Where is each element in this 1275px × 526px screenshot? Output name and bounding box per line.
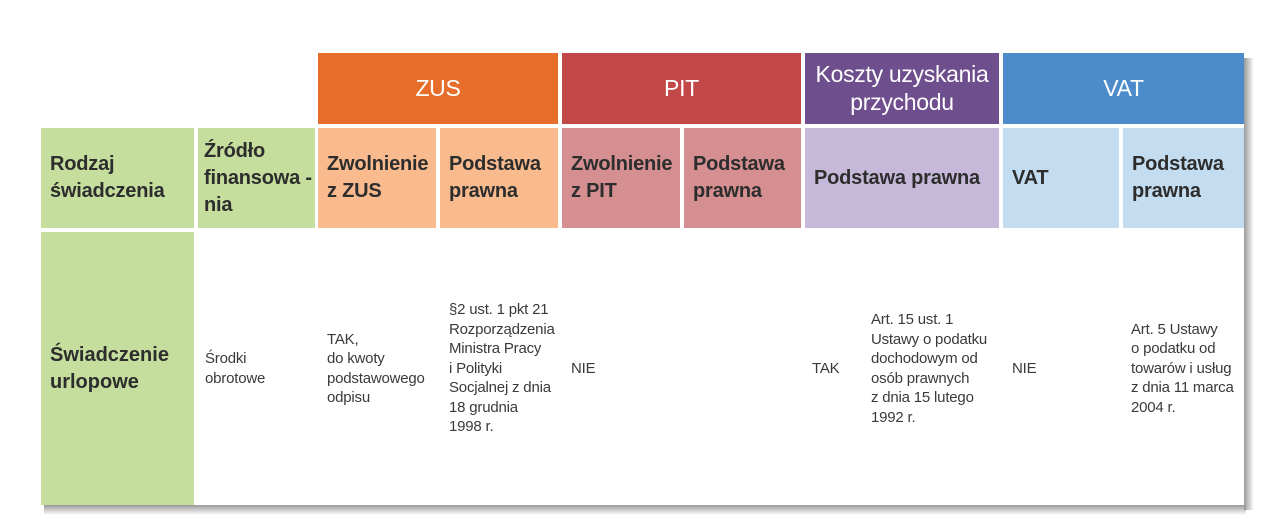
row-label-swiadczenie-urlopowe: Świadczenie urlopowe bbox=[41, 232, 194, 505]
group-header-vat: VAT bbox=[1003, 53, 1244, 124]
cell-koszty-podstawa: Art. 15 ust. 1 Ustawy o podatku dochodowym od osób prawnych z dnia 15 lutego 1992 r. bbox=[862, 232, 999, 505]
cell-vat-podstawa: Art. 5 Ustawy o podatku od towarów i usług z dnia 11 marca 2004 r. bbox=[1123, 232, 1244, 505]
column-header-rodzaj: Rodzaj świadczenia bbox=[41, 128, 194, 228]
cell-koszty-tak: TAK bbox=[805, 232, 858, 505]
cell-pit-zwolnienie: NIE bbox=[562, 232, 680, 505]
group-header-koszty: Koszty uzyskania przychodu bbox=[805, 53, 999, 124]
table-shadow-bottom bbox=[44, 505, 1246, 515]
table-shadow-right bbox=[1244, 58, 1254, 510]
column-header-zus-podstawa: Podstawa prawna bbox=[440, 128, 558, 228]
cell-pit-podstawa bbox=[684, 232, 801, 505]
column-header-zus-zwolnienie: Zwolnienie z ZUS bbox=[318, 128, 436, 228]
group-header-zus: ZUS bbox=[318, 53, 558, 124]
column-header-zrodlo: Źródło finansowa -nia bbox=[198, 128, 315, 228]
group-header-pit: PIT bbox=[562, 53, 801, 124]
cell-zus-podstawa: §2 ust. 1 pkt 21 Rozporządzenia Ministra Pracy i Polityki Socjalnej z dnia 18 grudnia 1998 r. bbox=[440, 232, 558, 505]
column-header-vat-podstawa: Podstawa prawna bbox=[1123, 128, 1244, 228]
column-header-vat: VAT bbox=[1003, 128, 1119, 228]
column-header-pit-zwolnienie: Zwolnienie z PIT bbox=[562, 128, 680, 228]
column-header-koszty-podstawa: Podstawa prawna bbox=[805, 128, 999, 228]
cell-zrodlo: Środki obrotowe bbox=[198, 232, 315, 505]
cell-vat: NIE bbox=[1003, 232, 1119, 505]
cell-zus-zwolnienie: TAK, do kwoty podstawowego odpisu bbox=[318, 232, 436, 505]
column-header-pit-podstawa: Podstawa prawna bbox=[684, 128, 801, 228]
